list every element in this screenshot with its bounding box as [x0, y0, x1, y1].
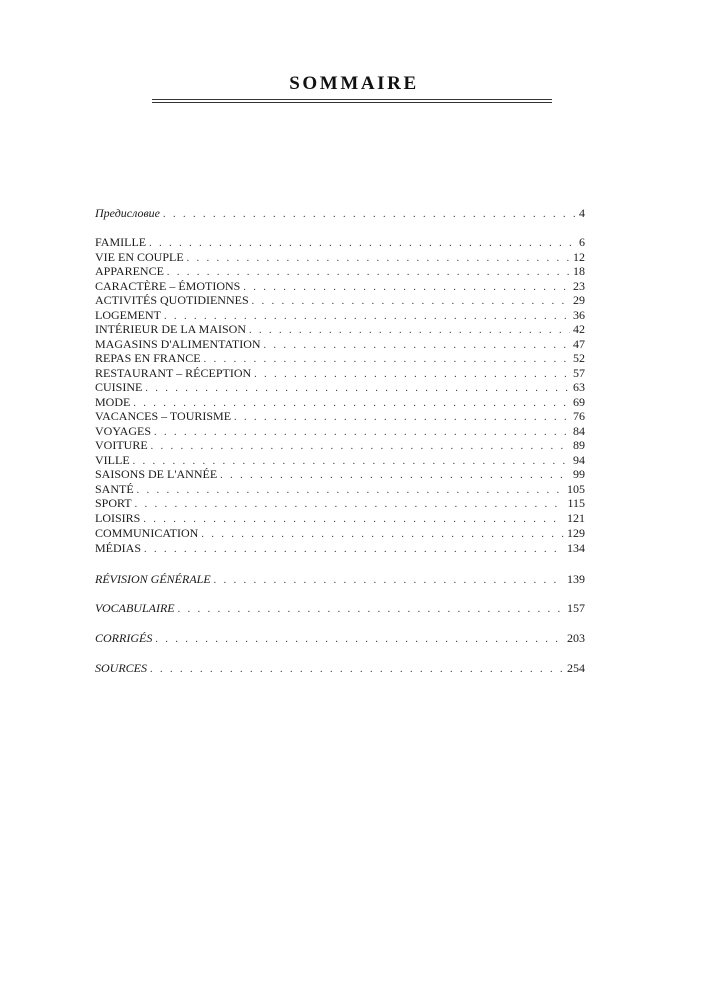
toc-entry-label: MAGASINS D'ALIMENTATION [95, 337, 261, 351]
toc-entry-label: LOGEMENT [95, 308, 161, 322]
toc-entry-page-number: 121 [567, 511, 585, 525]
toc-leader-dots [252, 294, 570, 309]
toc-entry-page-number: 84 [573, 424, 585, 438]
toc-entry [95, 526, 585, 541]
toc-entry-label: RESTAURANT – RÉCEPTION [95, 366, 252, 380]
toc-entry-page-number: 29 [573, 293, 585, 307]
toc-entry-page-number: 12 [573, 250, 585, 264]
toc-entry-label: Предисловие [95, 206, 161, 220]
toc-entry-label: MÉDIAS [95, 541, 142, 555]
toc-entry [95, 395, 585, 410]
toc-entry [95, 572, 585, 587]
toc-entry-page-number: 6 [579, 235, 585, 249]
toc-entry-page-number: 115 [567, 496, 585, 510]
title-rule-top [152, 99, 552, 100]
toc-entry-page-number: 52 [573, 351, 585, 365]
toc-leader-dots [249, 323, 570, 338]
toc-entry-page-number: 203 [567, 631, 585, 645]
toc-entry [95, 482, 585, 497]
toc-entry [95, 511, 585, 526]
toc-entry [95, 631, 585, 646]
toc-entry-label: APPARENCE [95, 264, 164, 278]
toc-entry-page-number: 254 [567, 661, 585, 675]
toc-leader-dots [234, 410, 570, 425]
toc-entry [95, 322, 585, 337]
toc-entry [95, 453, 585, 468]
toc-entry-label: SOURCES [95, 661, 147, 675]
toc-entry-page-number: 139 [567, 572, 585, 586]
toc-entry [95, 380, 585, 395]
toc-entry-label: RÉVISION GÉNÉRALE [95, 572, 211, 586]
toc-entry-page-number: 157 [567, 601, 585, 615]
toc-leader-dots [220, 468, 570, 483]
toc-entry-page-number: 18 [573, 264, 585, 278]
toc-entry-page-number: 63 [573, 380, 585, 394]
toc-entry [95, 366, 585, 381]
toc-entry-page-number: 105 [567, 482, 585, 496]
toc-entry [95, 308, 585, 323]
toc-entry [95, 424, 585, 439]
page-title: SOMMAIRE [289, 73, 419, 94]
toc-entry [95, 409, 585, 424]
toc-entry [95, 541, 585, 556]
toc-entry-page-number: 57 [573, 366, 585, 380]
title-rule-bottom [152, 102, 552, 103]
toc-entry-label: SANTÉ [95, 482, 134, 496]
toc-entry [95, 601, 585, 616]
toc-entry-label: VOYAGES [95, 424, 152, 438]
toc-entry-page-number: 129 [567, 526, 585, 540]
toc-entry-label: VOITURE [95, 438, 148, 452]
toc-entry-page-number: 134 [567, 541, 585, 555]
toc-entry-label: SPORT [95, 496, 132, 510]
toc-entry-label: SAISONS DE L'ANNÉE [95, 467, 218, 481]
toc-entry-label: COMMUNICATION [95, 526, 199, 540]
toc-entry-label: VIE EN COUPLE [95, 250, 184, 264]
toc-entry-label: VOCABULAIRE [95, 601, 175, 615]
toc-leader-dots [143, 512, 564, 527]
toc-leader-dots [155, 632, 564, 647]
toc-entry-page-number: 23 [573, 279, 585, 293]
toc-entry-label: MODE [95, 395, 131, 409]
toc-entry-page-number: 47 [573, 337, 585, 351]
toc-entry-label: REPAS EN FRANCE [95, 351, 201, 365]
toc-entry [95, 235, 585, 250]
toc-entry-label: CARACTÈRE – ÉMOTIONS [95, 279, 241, 293]
toc-entry-page-number: 69 [573, 395, 585, 409]
toc-entry-page-number: 76 [573, 409, 585, 423]
toc-entry [95, 661, 585, 676]
toc-entry-page-number: 4 [579, 206, 585, 220]
toc-leader-dots [167, 265, 570, 280]
toc-leader-dots [145, 381, 570, 396]
toc-entry-page-number: 42 [573, 322, 585, 336]
toc-entry [95, 293, 585, 308]
toc-entry-label: INTÉRIEUR DE LA MAISON [95, 322, 246, 336]
toc-entry-page-number: 94 [573, 453, 585, 467]
toc-entry-label: FAMILLE [95, 235, 147, 249]
toc-leader-dots [204, 352, 570, 367]
toc-entry-label: VILLE [95, 453, 130, 467]
toc-entry [95, 467, 585, 482]
toc-entry-label: CUISINE [95, 380, 143, 394]
toc-leader-dots [163, 207, 576, 222]
toc-leader-dots [135, 497, 565, 512]
toc-entry [95, 337, 585, 352]
toc-entry-label: CORRIGÉS [95, 631, 153, 645]
toc-entry-page-number: 36 [573, 308, 585, 322]
toc-entry-label: VACANCES – TOURISME [95, 409, 232, 423]
toc-entry [95, 351, 585, 366]
toc-entry-label: ACTIVITÉS QUOTIDIENNES [95, 293, 249, 307]
toc-entry-page-number: 89 [573, 438, 585, 452]
toc-entry [95, 206, 585, 221]
toc-leader-dots [144, 542, 564, 557]
toc-leader-dots [201, 527, 564, 542]
toc-leader-dots [151, 439, 570, 454]
toc-entry [95, 496, 585, 511]
toc-entry [95, 250, 585, 265]
toc-entry-page-number: 99 [573, 467, 585, 481]
toc-entry-label: LOISIRS [95, 511, 141, 525]
toc-entry [95, 279, 585, 294]
toc-entry [95, 438, 585, 453]
toc-entry [95, 264, 585, 279]
toc-leader-dots [214, 573, 564, 588]
toc-leader-dots [149, 236, 576, 251]
toc-leader-dots [178, 602, 564, 617]
toc-leader-dots [150, 662, 564, 677]
